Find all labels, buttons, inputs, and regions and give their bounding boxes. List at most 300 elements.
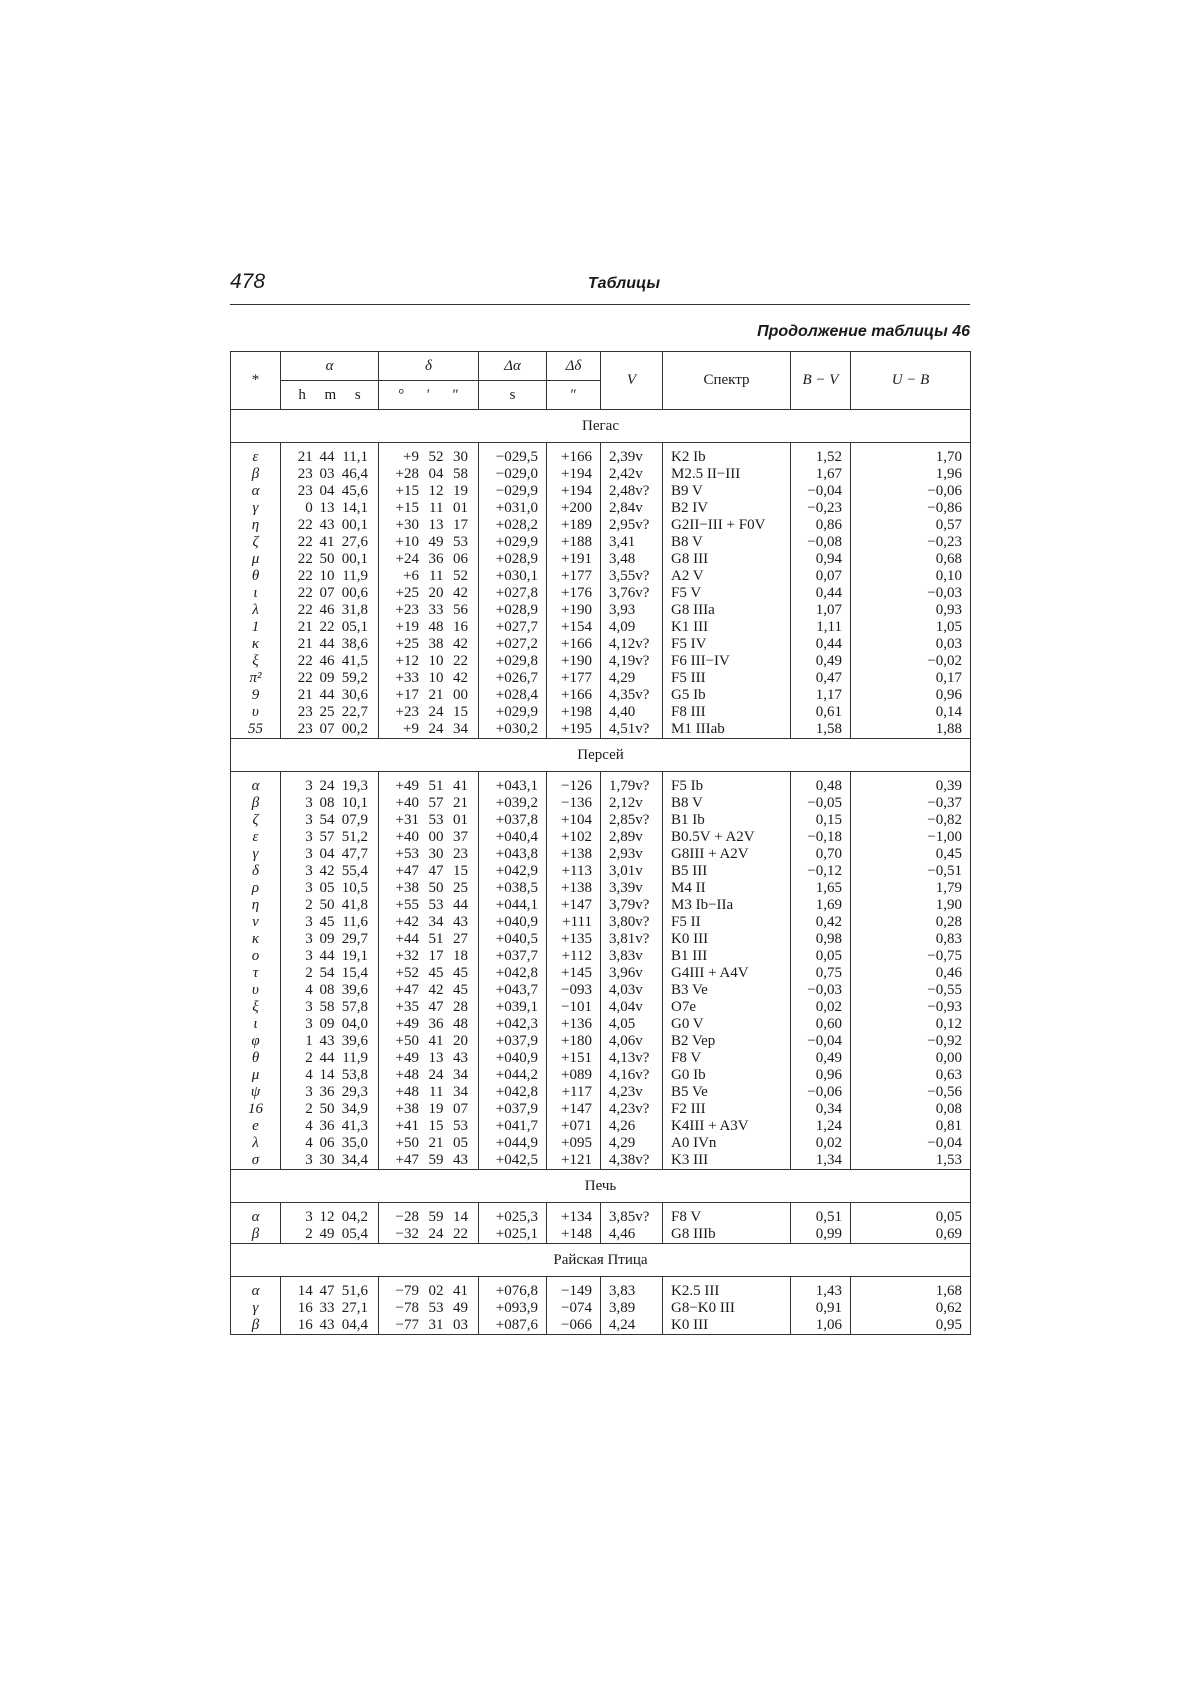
proper-motion-dec: +190	[547, 653, 601, 670]
book-page	[230, 270, 970, 1335]
color-index-bv: 0,94	[791, 551, 851, 568]
dec-part: 42	[453, 670, 468, 686]
ra-part: 21	[297, 619, 313, 635]
declination	[379, 534, 479, 551]
declination	[379, 1084, 479, 1101]
star-designation: μ	[231, 551, 281, 568]
color-index-ub: −0,03	[851, 585, 971, 602]
dec-part: 23	[453, 846, 468, 862]
spectral-class: G0 Ib	[663, 1067, 791, 1084]
declination	[379, 466, 479, 483]
color-index-ub: −0,92	[851, 1033, 971, 1050]
proper-motion-ra: +040,9	[479, 1050, 547, 1067]
declination	[379, 568, 479, 585]
col-d-alpha: Δα	[479, 352, 547, 381]
ra-part: 4	[305, 1118, 313, 1134]
spectral-class: B3 Ve	[663, 982, 791, 999]
proper-motion-dec: +198	[547, 704, 601, 721]
ra-part: 04	[319, 483, 335, 499]
ra-part: 1	[305, 1033, 313, 1049]
star-designation: υ	[231, 704, 281, 721]
magnitude-v: 2,39v	[601, 449, 663, 466]
right-ascension	[281, 585, 379, 602]
ra-part: 22	[319, 619, 335, 635]
table-row	[231, 965, 971, 982]
declination	[379, 795, 479, 812]
table-row	[231, 1300, 971, 1317]
declination	[379, 982, 479, 999]
magnitude-v: 3,76v?	[601, 585, 663, 602]
star-designation: e	[231, 1118, 281, 1135]
table-row	[231, 1283, 971, 1300]
star-designation: ε	[231, 449, 281, 466]
right-ascension	[281, 999, 379, 1016]
ra-part: 23	[297, 466, 313, 482]
color-index-ub: 0,28	[851, 914, 971, 931]
ra-part: 09	[319, 931, 335, 947]
magnitude-v: 2,42v	[601, 466, 663, 483]
table-header	[231, 352, 971, 410]
proper-motion-ra: +044,1	[479, 897, 547, 914]
col-delta: δ	[379, 352, 479, 381]
dec-part: +30	[395, 517, 419, 533]
proper-motion-ra: +037,8	[479, 812, 547, 829]
spectral-class: G8 IIIb	[663, 1226, 791, 1244]
proper-motion-dec: +166	[547, 449, 601, 466]
color-index-ub: 1,70	[851, 449, 971, 466]
star-designation: β	[231, 1226, 281, 1244]
color-index-bv: 0,49	[791, 1050, 851, 1067]
table-row	[231, 829, 971, 846]
ra-part: 27,6	[341, 534, 368, 550]
ra-part: 16	[297, 1317, 313, 1333]
dec-part: 20	[453, 1033, 468, 1049]
dec-part: +42	[395, 914, 419, 930]
declination	[379, 500, 479, 517]
color-index-bv: 1,24	[791, 1118, 851, 1135]
dec-part: 00	[453, 687, 468, 703]
proper-motion-ra: +037,9	[479, 1101, 547, 1118]
dec-part: 52	[428, 449, 444, 465]
declination	[379, 1152, 479, 1170]
dec-part: 53	[428, 1300, 444, 1316]
color-index-ub: 0,62	[851, 1300, 971, 1317]
table-row	[231, 999, 971, 1016]
spectral-class: F5 V	[663, 585, 791, 602]
spectral-class: G0 V	[663, 1016, 791, 1033]
unit-deg: °	[398, 386, 405, 403]
dec-part: 11	[429, 568, 444, 584]
ra-part: 22	[297, 534, 313, 550]
ra-part: 21	[297, 687, 313, 703]
ra-part: 2	[305, 1226, 313, 1242]
magnitude-v: 2,89v	[601, 829, 663, 846]
magnitude-v: 4,03v	[601, 982, 663, 999]
proper-motion-ra: +028,2	[479, 517, 547, 534]
proper-motion-ra: +039,1	[479, 999, 547, 1016]
dec-part: +9	[403, 721, 419, 737]
proper-motion-ra: +025,3	[479, 1209, 547, 1226]
table-row	[231, 1033, 971, 1050]
dec-part: 58	[453, 466, 468, 482]
proper-motion-dec: +138	[547, 880, 601, 897]
ra-part: 27,1	[341, 1300, 368, 1316]
color-index-ub: 0,68	[851, 551, 971, 568]
ra-part: 39,6	[341, 1033, 368, 1049]
proper-motion-ra: +043,8	[479, 846, 547, 863]
color-index-ub: 0,83	[851, 931, 971, 948]
ra-part: 50	[319, 551, 335, 567]
color-index-bv: −0,04	[791, 1033, 851, 1050]
right-ascension	[281, 1033, 379, 1050]
ra-part: 23	[297, 721, 313, 737]
right-ascension	[281, 812, 379, 829]
proper-motion-ra: +043,1	[479, 778, 547, 795]
table-row	[231, 1118, 971, 1135]
running-head	[230, 270, 970, 305]
table-row	[231, 1209, 971, 1226]
ra-part: 46	[319, 653, 335, 669]
dec-part: +32	[395, 948, 419, 964]
color-index-ub: 0,03	[851, 636, 971, 653]
magnitude-v: 3,41	[601, 534, 663, 551]
color-index-ub: 0,12	[851, 1016, 971, 1033]
magnitude-v: 3,83	[601, 1283, 663, 1300]
magnitude-v: 3,48	[601, 551, 663, 568]
star-designation: 9	[231, 687, 281, 704]
declination	[379, 670, 479, 687]
ra-part: 19,3	[341, 778, 368, 794]
color-index-bv: 0,44	[791, 636, 851, 653]
spectral-class: B5 III	[663, 863, 791, 880]
dec-part: 45	[428, 965, 444, 981]
color-index-ub: −0,82	[851, 812, 971, 829]
magnitude-v: 4,19v?	[601, 653, 663, 670]
magnitude-v: 3,80v?	[601, 914, 663, 931]
ra-part: 51,6	[341, 1283, 368, 1299]
proper-motion-dec: −149	[547, 1283, 601, 1300]
dec-part: +9	[403, 449, 419, 465]
dec-part: 43	[453, 1050, 468, 1066]
dec-part: 45	[453, 982, 468, 998]
table-row	[231, 466, 971, 483]
table-row	[231, 602, 971, 619]
proper-motion-dec: +135	[547, 931, 601, 948]
dec-part: 43	[453, 914, 468, 930]
proper-motion-dec: −101	[547, 999, 601, 1016]
ra-part: 0	[305, 500, 313, 516]
color-index-bv: 0,70	[791, 846, 851, 863]
table-row	[231, 449, 971, 466]
dec-part: +49	[395, 1050, 419, 1066]
table-row	[231, 1101, 971, 1118]
proper-motion-dec: +195	[547, 721, 601, 739]
ra-part: 4	[305, 1135, 313, 1151]
unit-m: m	[324, 386, 337, 403]
proper-motion-ra: +028,4	[479, 687, 547, 704]
section-header	[231, 1170, 971, 1203]
table-row	[231, 914, 971, 931]
star-designation: γ	[231, 846, 281, 863]
proper-motion-dec: +112	[547, 948, 601, 965]
table-continuation-caption: Продолжение таблицы 46	[757, 323, 970, 340]
ra-part: 11,1	[342, 449, 368, 465]
dec-part: +50	[395, 1033, 419, 1049]
right-ascension	[281, 568, 379, 585]
spectral-class: K2.5 III	[663, 1283, 791, 1300]
dec-part: 34	[428, 914, 444, 930]
color-index-ub: −1,00	[851, 829, 971, 846]
star-designation: ξ	[231, 999, 281, 1016]
proper-motion-dec: +134	[547, 1209, 601, 1226]
magnitude-v: 4,04v	[601, 999, 663, 1016]
ra-part: 55,4	[341, 863, 368, 879]
color-index-ub: 0,17	[851, 670, 971, 687]
ra-part: 44	[319, 449, 335, 465]
ra-part: 22	[297, 517, 313, 533]
ra-part: 05,4	[341, 1226, 368, 1242]
proper-motion-ra: +037,7	[479, 948, 547, 965]
ra-part: 3	[305, 948, 313, 964]
right-ascension	[281, 721, 379, 739]
proper-motion-dec: +194	[547, 483, 601, 500]
dec-part: 15	[453, 704, 468, 720]
color-index-ub: 0,08	[851, 1101, 971, 1118]
ra-part: 23	[297, 483, 313, 499]
color-index-bv: 1,52	[791, 449, 851, 466]
dec-part: +55	[395, 897, 419, 913]
ra-part: 04,2	[341, 1209, 368, 1225]
star-designation: σ	[231, 1152, 281, 1170]
dec-part: +48	[395, 1067, 419, 1083]
right-ascension	[281, 965, 379, 982]
spectral-class: F2 III	[663, 1101, 791, 1118]
declination	[379, 653, 479, 670]
dec-part: +47	[395, 982, 419, 998]
table-row	[231, 534, 971, 551]
ra-part: 11,9	[342, 568, 368, 584]
color-index-bv: 0,61	[791, 704, 851, 721]
spectral-class: B8 V	[663, 795, 791, 812]
spectral-class: G8 IIIa	[663, 602, 791, 619]
table-row	[231, 585, 971, 602]
ra-part: 54	[319, 812, 335, 828]
spectral-class: K0 III	[663, 1317, 791, 1335]
star-designation: α	[231, 483, 281, 500]
declination	[379, 1016, 479, 1033]
right-ascension	[281, 1300, 379, 1317]
dec-part: +40	[395, 795, 419, 811]
dec-part: 53	[453, 1118, 468, 1134]
ra-part: 3	[305, 812, 313, 828]
dec-part: 44	[453, 897, 468, 913]
ra-part: 3	[305, 914, 313, 930]
ra-part: 51,2	[341, 829, 368, 845]
dec-part: +47	[395, 863, 419, 879]
dec-part: 03	[453, 1317, 468, 1333]
dec-part: +40	[395, 829, 419, 845]
star-designation: ο	[231, 948, 281, 965]
dec-part: +10	[395, 534, 419, 550]
table-row	[231, 880, 971, 897]
table-row	[231, 1152, 971, 1170]
table-row	[231, 670, 971, 687]
proper-motion-dec: +177	[547, 568, 601, 585]
dec-part: 15	[428, 1118, 444, 1134]
ra-part: 10,1	[341, 795, 368, 811]
ra-part: 36	[319, 1084, 335, 1100]
ra-part: 2	[305, 965, 313, 981]
color-index-bv: 0,15	[791, 812, 851, 829]
proper-motion-ra: +027,2	[479, 636, 547, 653]
proper-motion-dec: −126	[547, 778, 601, 795]
col-delta-units	[379, 381, 479, 410]
magnitude-v: 4,26	[601, 1118, 663, 1135]
ra-part: 3	[305, 846, 313, 862]
color-index-ub: 0,00	[851, 1050, 971, 1067]
color-index-bv: 0,05	[791, 948, 851, 965]
ra-part: 57	[319, 829, 335, 845]
spectral-class: G8 III	[663, 551, 791, 568]
star-designation: φ	[231, 1033, 281, 1050]
declination	[379, 1033, 479, 1050]
color-index-ub: 0,39	[851, 778, 971, 795]
dec-part: +24	[395, 551, 419, 567]
spectral-class: A2 V	[663, 568, 791, 585]
color-index-bv: 1,07	[791, 602, 851, 619]
dec-part: 36	[428, 1016, 444, 1032]
dec-part: 51	[428, 931, 444, 947]
star-designation: κ	[231, 931, 281, 948]
proper-motion-ra: +027,7	[479, 619, 547, 636]
right-ascension	[281, 863, 379, 880]
star-designation: γ	[231, 500, 281, 517]
star-designation: δ	[231, 863, 281, 880]
ra-part: 09	[319, 670, 335, 686]
color-index-bv: 0,44	[791, 585, 851, 602]
proper-motion-dec: +071	[547, 1118, 601, 1135]
dec-part: +53	[395, 846, 419, 862]
declination	[379, 1226, 479, 1244]
color-index-bv: 0,96	[791, 1067, 851, 1084]
ra-part: 08	[319, 982, 335, 998]
spectral-class: F5 III	[663, 670, 791, 687]
proper-motion-ra: +029,9	[479, 534, 547, 551]
spectral-class: F5 IV	[663, 636, 791, 653]
ra-part: 57,8	[341, 999, 368, 1015]
magnitude-v: 4,29	[601, 670, 663, 687]
star-designation: λ	[231, 602, 281, 619]
color-index-ub: −0,75	[851, 948, 971, 965]
proper-motion-ra: +028,9	[479, 551, 547, 568]
star-designation: α	[231, 1283, 281, 1300]
dec-part: +38	[395, 880, 419, 896]
dec-part: 56	[453, 602, 468, 618]
ra-part: 44	[319, 687, 335, 703]
proper-motion-ra: +027,8	[479, 585, 547, 602]
color-index-bv: 1,69	[791, 897, 851, 914]
proper-motion-ra: +026,7	[479, 670, 547, 687]
ra-part: 13	[319, 500, 335, 516]
star-designation: β	[231, 1317, 281, 1335]
magnitude-v: 3,93	[601, 602, 663, 619]
magnitude-v: 4,29	[601, 1135, 663, 1152]
proper-motion-dec: +176	[547, 585, 601, 602]
ra-part: 43	[319, 1317, 335, 1333]
dec-part: +15	[395, 500, 419, 516]
table-row	[231, 500, 971, 517]
declination	[379, 585, 479, 602]
proper-motion-ra: −029,5	[479, 449, 547, 466]
ra-part: 05,1	[341, 619, 368, 635]
magnitude-v: 4,38v?	[601, 1152, 663, 1170]
col-v: V	[601, 352, 663, 410]
color-index-ub: 1,79	[851, 880, 971, 897]
magnitude-v: 4,46	[601, 1226, 663, 1244]
magnitude-v: 4,35v?	[601, 687, 663, 704]
spectral-class: G2II−III + F0V	[663, 517, 791, 534]
right-ascension	[281, 636, 379, 653]
ra-part: 3	[305, 795, 313, 811]
ra-part: 43	[319, 1033, 335, 1049]
ra-part: 15,4	[341, 965, 368, 981]
proper-motion-dec: +113	[547, 863, 601, 880]
dec-part: +48	[395, 1084, 419, 1100]
ra-part: 2	[305, 897, 313, 913]
ra-part: 04	[319, 846, 335, 862]
magnitude-v: 2,48v?	[601, 483, 663, 500]
dec-part: 12	[428, 483, 444, 499]
right-ascension	[281, 1050, 379, 1067]
right-ascension	[281, 534, 379, 551]
constellation-name: Печь	[231, 1170, 971, 1203]
table-row	[231, 687, 971, 704]
proper-motion-dec: −074	[547, 1300, 601, 1317]
spectral-class: F5 Ib	[663, 778, 791, 795]
spectral-class: K0 III	[663, 931, 791, 948]
color-index-ub: −0,56	[851, 1084, 971, 1101]
col-d-alpha-unit: s	[479, 381, 547, 410]
ra-part: 42	[319, 863, 335, 879]
ra-part: 45	[319, 914, 335, 930]
constellation-name: Персей	[231, 739, 971, 772]
constellation-name: Райская Птица	[231, 1244, 971, 1277]
ra-part: 54	[319, 965, 335, 981]
declination	[379, 931, 479, 948]
right-ascension	[281, 1209, 379, 1226]
ra-part: 34,4	[341, 1152, 368, 1168]
table-row	[231, 795, 971, 812]
declination	[379, 551, 479, 568]
magnitude-v: 4,23v	[601, 1084, 663, 1101]
color-index-bv: 0,86	[791, 517, 851, 534]
table-row	[231, 1317, 971, 1335]
right-ascension	[281, 449, 379, 466]
proper-motion-ra: +043,7	[479, 982, 547, 999]
table-row	[231, 812, 971, 829]
dec-part: 28	[453, 999, 468, 1015]
spectral-class: B9 V	[663, 483, 791, 500]
dec-part: +31	[395, 812, 419, 828]
dec-part: 01	[453, 500, 468, 516]
right-ascension	[281, 846, 379, 863]
ra-part: 2	[305, 1101, 313, 1117]
spectral-class: F8 V	[663, 1209, 791, 1226]
col-spectrum: Спектр	[663, 352, 791, 410]
ra-part: 10,5	[341, 880, 368, 896]
dec-part: 49	[428, 534, 444, 550]
color-index-bv: 0,02	[791, 999, 851, 1016]
